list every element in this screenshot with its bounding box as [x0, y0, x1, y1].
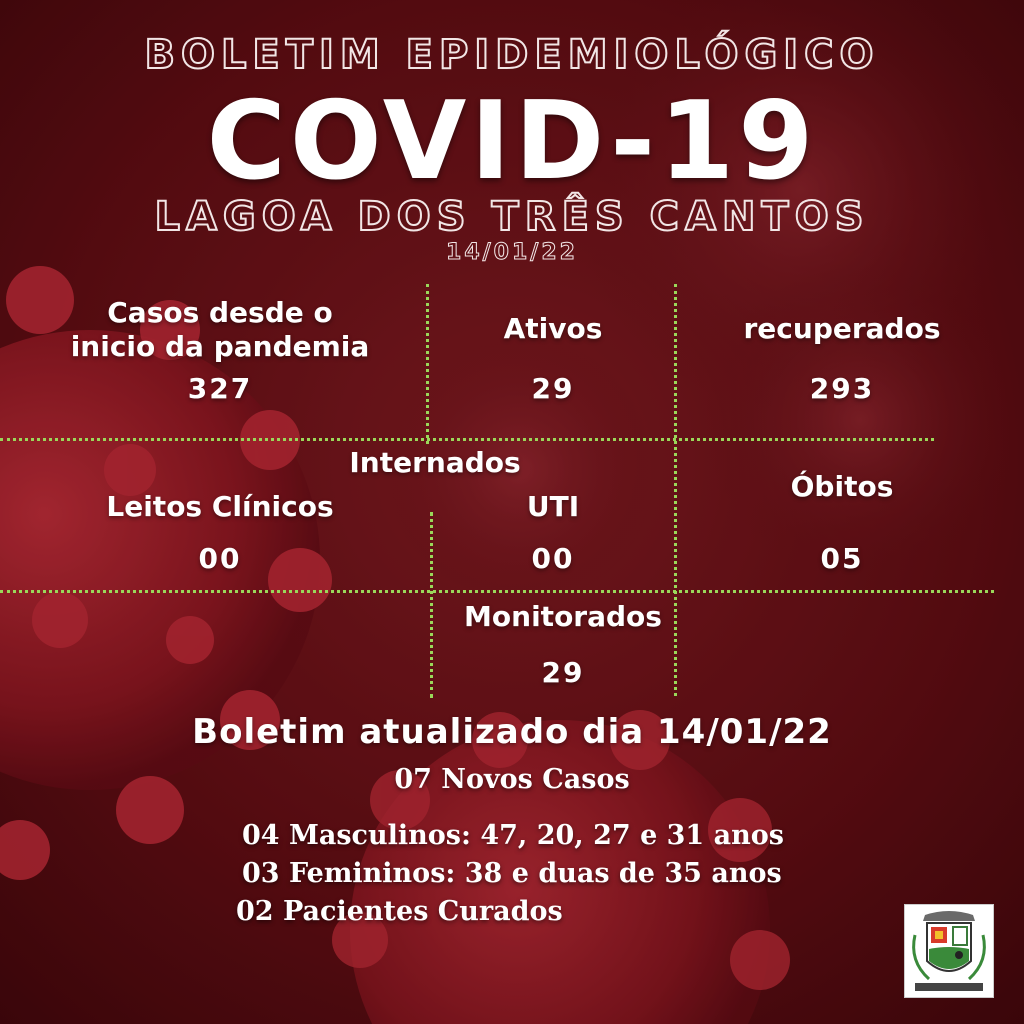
cases-value: 327	[187, 372, 253, 405]
monitored-label: Monitorados	[464, 600, 662, 633]
cases-label-line1: Casos desde o	[107, 296, 333, 329]
recovered-label: recuperados	[743, 312, 941, 345]
hospitalized-label: Internados	[349, 446, 521, 479]
divider-vertical-1	[426, 284, 429, 444]
recovered-value: 293	[809, 372, 875, 405]
icu-value: 00	[531, 542, 575, 575]
new-cases-text: 07 Novos Casos	[394, 764, 630, 795]
active-label: Ativos	[503, 312, 603, 345]
cured-patients-text: 02 Pacientes Curados	[236, 896, 563, 927]
divider-vertical-3	[430, 512, 433, 698]
cases-label	[40, 296, 400, 363]
female-cases-text: 03 Femininos: 38 e duas de 35 anos	[242, 858, 782, 889]
male-cases-text: 04 Masculinos: 47, 20, 27 e 31 anos	[242, 820, 784, 851]
deaths-label: Óbitos	[790, 470, 894, 503]
municipal-coat-of-arms-icon	[904, 904, 994, 998]
divider-vertical-2	[674, 284, 677, 696]
update-headline: Boletim atualizado dia 14/01/22	[192, 712, 832, 752]
bulletin-title: BOLETIM EPIDEMIOLÓGICO	[144, 32, 880, 78]
active-value: 29	[531, 372, 575, 405]
deaths-value: 05	[820, 542, 864, 575]
cases-label-line2: inicio da pandemia	[70, 329, 370, 363]
clinical-beds-value: 00	[198, 542, 242, 575]
monitored-value: 29	[541, 656, 585, 689]
icu-label: UTI	[526, 490, 580, 523]
bulletin-date: 14/01/22	[446, 240, 578, 265]
divider-horizontal-1	[0, 438, 934, 441]
covid-title: COVID-19	[206, 79, 818, 204]
divider-horizontal-2	[0, 590, 994, 593]
clinical-beds-label: Leitos Clínicos	[106, 490, 334, 523]
city-name: LAGOA DOS TRÊS CANTOS	[154, 194, 870, 240]
